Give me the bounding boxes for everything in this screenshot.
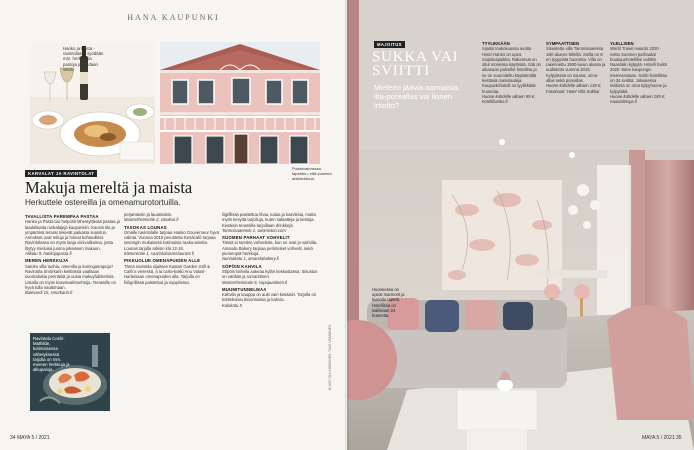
column-address: Huone kahdelle alkaen 139 €, Facebook: Hotel Villa Sukkai: [546, 83, 602, 94]
column-subheading: YLELLISEN: [610, 41, 634, 46]
photo-credit: KUVAT OLLI HÄKKINEN, TIMO VÄÄNÄNEN: [328, 324, 332, 390]
column-paragraph: Satoko villa tuohia, omenilla ja kuningasrapuja? Ravintola Smörkarin keittiössä vaalitaan suomalaisia perinteitä ja uusia makuyhdistelmiä. Listalla on myös kasvisvaihtoehtoja. Terassille on hyvä tulla nauttimaan.: [25, 263, 116, 290]
page-folio-right: MAYA 5 / 2021 35: [642, 435, 682, 441]
column-address: Bulevardi 15, smorkarin.fi: [25, 290, 73, 296]
column-subheading: SYMPAATTISEN: [546, 41, 580, 46]
article-headline: Makuja mereltä ja maista: [25, 178, 193, 197]
column-address: Nunnakatu 1, amandabakery.fi: [222, 256, 279, 262]
house-photo-caption: Puistovalmisssa tapahtuu, että suomen arkkitehtuuri.: [292, 166, 332, 182]
article-kicker: KARVALAT JA RAVINTOLAT: [25, 170, 97, 177]
column-address: Kulokatu 5: [222, 302, 242, 308]
column-paragraph: perjantaisin ja lauantaisin.: [124, 212, 173, 217]
column-address: Huone kahdelle alkaen 99 €, hotellihanko.fi: [482, 93, 536, 105]
pink-villa-photo: [160, 42, 320, 164]
spread-gutter: [345, 0, 349, 450]
hotel-column-3: [610, 41, 668, 105]
column-address: Alikatu 9, hankojapasta.fi: [25, 251, 72, 257]
text-column-2: [124, 212, 219, 285]
column-subheading: MUUMITUNNELMAA: [222, 286, 267, 292]
column-address: Tammisaarentie 2, tammiston.com: [222, 227, 286, 233]
column-subheading: TAVALLISTA PAREMPAA PASTAA: [25, 214, 99, 219]
right-deck: Mieleen jääviä aamiaisia, ilta-poreallas vai ilonen irtiotto?: [374, 83, 460, 110]
text-column-3: [222, 212, 319, 308]
column-paragraph: Sisustettu villa Tammisaaressa Joki-alueen lähellä. Siellä on 8 eri tyyppistä huonetta. Villa on rakennettu 1900-luvun alussa ja uudistettu vuonna 2015. Kylpylässä on saunat, uima-allas sekä poreallas.: [546, 46, 606, 84]
column-paragraph: Kahvila ja kauppa on auki vain kesäisin. Tarjolla on kotitekoisia leivonnaisia ja kahvia.: [222, 292, 317, 303]
column-paragraph: World Travel Awards 2020 -voitto Suomen parhaaksi boutiquehotelliksi valittiin Naantalin kylpylä. Hotelli Sviitti 2020 -tulee kaupungin merenrantaan. Sviitti-hotellissa on 34 sviittiä. Jokaisessa sviitissä on oma kylpyhuone ja kylpytakit.: [610, 46, 668, 94]
column-paragraph: liigrillissä paistettua lihaa, kalaa ja kasviksia, mutta myös kevyitä tarjoiluja, kuten salaatteja ja keittoja. Kesäisin terassilla tarjoillaan drinkkejä.: [222, 212, 316, 228]
right-headline: SUKKA VAI SVIITTI: [372, 49, 459, 79]
page-folio-left: 34 MAYA 5 / 2021: [10, 435, 50, 441]
column-paragraph: Tässä ei tarvitse vohveleita, kun ne ovat jo valmiita. Amanda Bakery tarjoaa perinteiset vohvelit, sekä pienempiä herkkuja.: [222, 240, 318, 257]
column-subheading: MEREN HERKKUJA: [25, 258, 69, 264]
suite-photo-caption: Huoneessa on upeat marmorit ja kuvioitu tapetti. Hotellissa on kaikkiaan 24 huonetta.: [372, 287, 405, 319]
hotel-column-2: [546, 41, 606, 94]
column-address: Itämerentie 1, saaristolaisrestaurant.fi: [124, 251, 194, 257]
section-title: HANA KAUPUNKI: [127, 13, 220, 22]
column-address: Huone kahdelle alkaen 285 €, naantalinspa.fi: [610, 93, 666, 105]
hotel-column-1: [482, 41, 542, 105]
column-subheading: TASOKAS LOUNAS: [124, 224, 167, 230]
table-photo-caption: Hanko ja Pasta -ravintolassa syödään mm. herkullisia pastoja ja juodaan viiniä.: [63, 46, 104, 72]
right-kicker: MAJOITUS: [374, 41, 405, 48]
column-paragraph: Hanko ja Pasta tuo helposti lähestyttävää pastaa ja laadukkaita ruokalajeja kaupunkiin. Kaunis tila ja ympäröivä terassi tekevät paikasta suositun. Annokset ovat reiluja ja hinnat kohtuulliset. Ravintolassa on myös laaja viinivalikoima, josta löytyy mieluisa juoma jokaiseen makuun.: [25, 219, 120, 251]
column-address: Mannerheimintie 2, vinokori.fi: [124, 217, 179, 223]
column-subheading: TYYLIKKÄÄN: [482, 41, 510, 46]
seafood-photo-caption: Ravintola Coshi-Mathilde, kotimaisessa vähetyksessä tarjolla on mm. mereen herkkuja ja alkupaloja.: [33, 336, 70, 373]
column-subheading: PIKKUOLUE OMENAPUIDEN ALLE: [124, 258, 201, 264]
column-address: Mannerheimintie 9, sopopuotinen.fi: [222, 279, 288, 285]
column-paragraph: Söpöin kahvila aukeaa kylän keskustassa. Sisustus on värikäs ja romanttinen.: [222, 268, 318, 280]
article-deck: Herkuttele ostereilla ja omenamurotortuilla.: [25, 198, 181, 207]
column-subheading: SUOMEN PARHAAT VOHVELIT: [222, 235, 290, 241]
column-paragraph: Tämä ravintola sijaitsee Kastari Garden Grill & Café:n vieressä, à la carte-kokki Anu Valosi-Harteisaan omenapuiden alla. Tarjolla on hiiligrillissä paistettua ja suppilossa.: [124, 263, 210, 285]
text-column-1: [25, 212, 120, 295]
column-subheading: SÖPÖIN KAHVILA: [222, 263, 262, 269]
column-paragraph: Sijaitsi toukokuussa avattu Hotel Hanko on upea majoituspaikka. Rakennus on ollut monessa käytössä. Sitä on aikanaan palvellut hotellina ja se on suunniteltu käyttämällä kestäviä materiaaleja. Kaupunkihotelli on tyylikkäitä huoneita.: [482, 46, 541, 94]
column-paragraph: Omalle ravintolalle tarjoaa Hanko Gouverneur hyvä valinta. Vuonna 2018 perustettu Kesäcafé tarjoaa sesongin mukaisesti kotimaisia raaka-aineita. Lounas tarjolla arkisin klo 12-16.: [124, 229, 219, 251]
